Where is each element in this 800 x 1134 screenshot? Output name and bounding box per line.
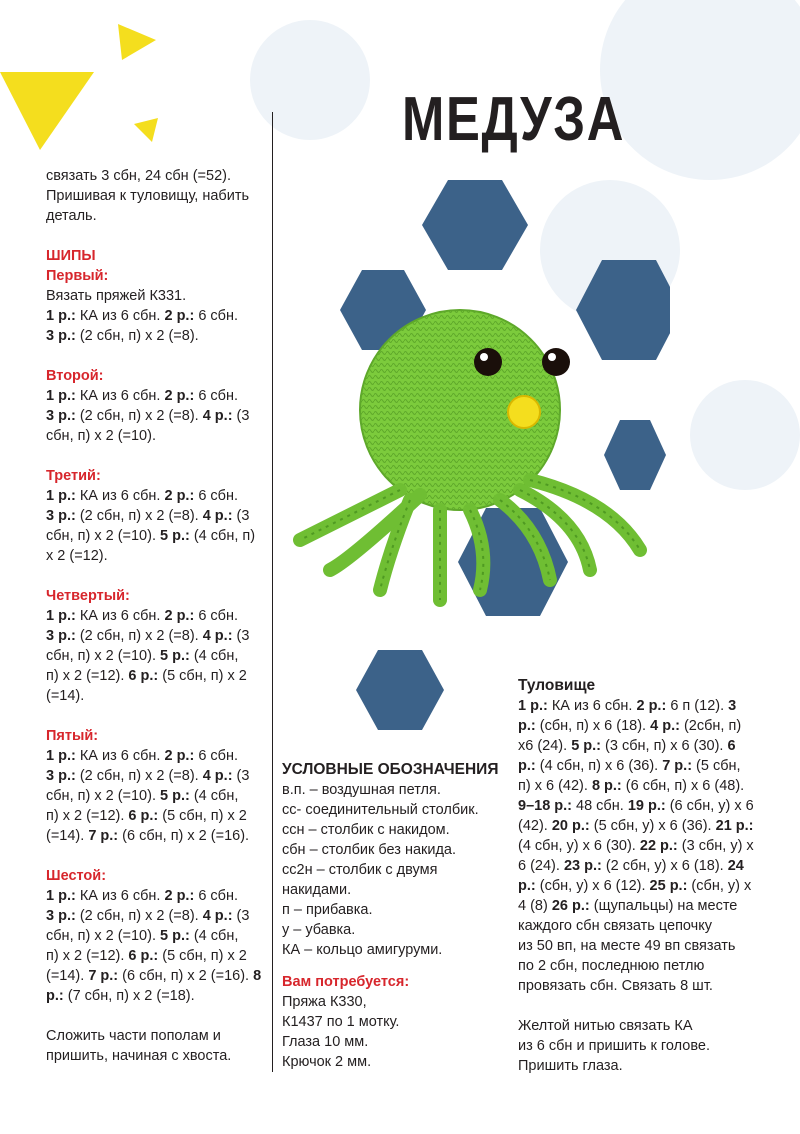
text-line: 3 р.: (2 сбн, п) х 2 (=8). 4 р.: (3: [46, 628, 250, 644]
body-section: [518, 676, 780, 1076]
legend-item: сбн – столбик без накида.: [282, 842, 457, 858]
body-line: из 50 вп, на месте 49 вп связать: [518, 938, 736, 954]
body-line: 9–18 р.: 48 сбн. 19 р.: (6 сбн, у) х 6: [518, 798, 754, 814]
intro-line: деталь.: [46, 208, 97, 224]
second-spike-title: Второй:: [46, 368, 104, 384]
body-line: р.: (4 сбн, п) х 6 (36). 7 р.: (5 сбн,: [518, 758, 741, 774]
page-title: МЕДУЗА: [402, 85, 626, 154]
outro-line: Сложить части пополам и: [46, 1028, 221, 1044]
legend-item: п – прибавка.: [282, 902, 373, 918]
final-line: Желтой нитью связать КА: [518, 1018, 693, 1034]
materials-item: Глаза 10 мм.: [282, 1034, 369, 1050]
text-line: сбн, п) х 2 (=10). 5 р.: (4 сбн,: [46, 928, 239, 944]
legend-item: сс- соединительный столбик.: [282, 802, 479, 818]
legend-item: накидами.: [282, 882, 352, 898]
text-line: 1 р.: КА из 6 сбн. 2 р.: 6 сбн.: [46, 388, 239, 404]
text-line: п) х 2 (=12). 6 р.: (5 сбн, п) х 2: [46, 808, 247, 824]
eye-right-icon: [542, 348, 570, 376]
intro-line: Пришивая к туловищу, набить: [46, 188, 250, 204]
hexagon: [576, 260, 670, 360]
text-line: сбн, п) х 2 (=10). 5 р.: (4 сбн,: [46, 648, 239, 664]
body-line: р.: (сбн, у) х 6 (12). 25 р.: (сбн, у) х: [518, 878, 752, 894]
background-bubble: [250, 20, 370, 140]
materials-item: Крючок 2 мм.: [282, 1054, 372, 1070]
intro-line: связать 3 сбн, 24 сбн (=52).: [46, 168, 232, 184]
legend-item: в.п. – воздушная петля.: [282, 782, 441, 798]
text-line: 1 р.: КА из 6 сбн. 2 р.: 6 сбн.: [46, 748, 239, 764]
text-line: 3 р.: (2 сбн, п) х 2 (=8). 4 р.: (3: [46, 908, 250, 924]
legend-item: ссн – столбик с накидом.: [282, 822, 450, 838]
text-line: 3 р.: (2 сбн, п) х 2 (=8). 4 р.: (3: [46, 508, 250, 524]
text-line: сбн, п) х 2 (=10). 5 р.: (4 сбн,: [46, 788, 239, 804]
first-spike-title: Первый:: [46, 268, 109, 284]
body-line: р.: (сбн, п) х 6 (18). 4 р.: (2сбн, п): [518, 718, 742, 734]
body-line: 1 р.: КА из 6 сбн. 2 р.: 6 п (12). 3: [518, 698, 737, 714]
body-heading: Туловище: [518, 677, 596, 694]
final-line: из 6 сбн и пришить к голове.: [518, 1038, 710, 1054]
text-line: 3 р.: (2 сбн, п) х 2 (=8). 4 р.: (3: [46, 408, 250, 424]
background-bubble: [600, 0, 800, 180]
text-line: 3 р.: (2 сбн, п) х 2 (=8).: [46, 328, 199, 344]
body-line: каждого сбн связать цепочку: [518, 918, 712, 934]
text-line: х 2 (=12).: [46, 548, 108, 564]
decorative-triangles: [0, 0, 180, 160]
text-line: 3 р.: (2 сбн, п) х 2 (=8). 4 р.: (3: [46, 768, 250, 784]
legend-item: у – убавка.: [282, 922, 356, 938]
hexagon: [604, 420, 666, 490]
materials-item: Пряжа К330,: [282, 994, 367, 1010]
materials-item: К1437 по 1 мотку.: [282, 1014, 400, 1030]
body-line: провязать сбн. Связать 8 шт.: [518, 978, 713, 994]
text-line: сбн, п) х 2 (=10). 5 р.: (4 сбн, п): [46, 528, 256, 544]
section-heading: ШИПЫ: [46, 248, 96, 264]
materials-heading: Вам потребуется:: [282, 974, 410, 990]
hexagon: [422, 180, 528, 270]
third-spike-title: Третий:: [46, 468, 101, 484]
body-line: (42). 20 р.: (5 сбн, у) х 6 (36). 21 р.:: [518, 818, 754, 834]
legend-item: сс2н – столбик с двумя: [282, 862, 438, 878]
body-line: п) х 6 (42). 8 р.: (6 сбн, п) х 6 (48).: [518, 778, 745, 794]
body-line: 6 (24). 23 р.: (2 сбн, у) х 6 (18). 24: [518, 858, 744, 874]
text-line: 1 р.: КА из 6 сбн. 2 р.: 6 сбн.: [46, 308, 239, 324]
body-line: (4 сбн, у) х 6 (30). 22 р.: (3 сбн, у) х: [518, 838, 754, 854]
fifth-spike-title: Пятый:: [46, 728, 99, 744]
text-line: (=14). 7 р.: (6 сбн, п) х 2 (=16).: [46, 828, 250, 844]
eye-left-icon: [474, 348, 502, 376]
fourth-spike-title: Четвертый:: [46, 588, 130, 604]
text-line: (=14).: [46, 688, 85, 704]
text-line: 1 р.: КА из 6 сбн. 2 р.: 6 сбн.: [46, 888, 239, 904]
text-line: Вязать пряжей К331.: [46, 288, 187, 304]
text-line: р.: (7 сбн, п) х 2 (=18).: [46, 988, 195, 1004]
beak-icon: [508, 396, 540, 428]
left-column: [46, 166, 266, 1066]
legend-item: КА – кольцо амигуруми.: [282, 942, 443, 958]
text-line: 1 р.: КА из 6 сбн. 2 р.: 6 сбн.: [46, 488, 239, 504]
outro-line: пришить, начиная с хвоста.: [46, 1048, 232, 1064]
sixth-spike-title: Шестой:: [46, 868, 107, 884]
text-line: п) х 2 (=12). 6 р.: (5 сбн, п) х 2: [46, 948, 247, 964]
hexagon: [356, 650, 444, 730]
background-bubble: [690, 380, 800, 490]
text-line: п) х 2 (=12). 6 р.: (5 сбн, п) х 2: [46, 668, 247, 684]
jellyfish-illustration: [290, 170, 670, 740]
body-line: по 2 сбн, последнюю петлю: [518, 958, 705, 974]
text-line: 1 р.: КА из 6 сбн. 2 р.: 6 сбн.: [46, 608, 239, 624]
legend-section: [282, 760, 504, 1072]
legend-heading: УСЛОВНЫЕ ОБОЗНАЧЕНИЯ: [282, 761, 499, 778]
text-line: (=14). 7 р.: (6 сбн, п) х 2 (=16). 8: [46, 968, 262, 984]
text-line: сбн, п) х 2 (=10).: [46, 428, 156, 444]
body-line: х6 (24). 5 р.: (3 сбн, п) х 6 (30). 6: [518, 738, 736, 754]
body-line: 4 (8) 26 р.: (щупальцы) на месте: [518, 898, 738, 914]
column-divider: [272, 112, 273, 1072]
final-line: Пришить глаза.: [518, 1058, 623, 1074]
